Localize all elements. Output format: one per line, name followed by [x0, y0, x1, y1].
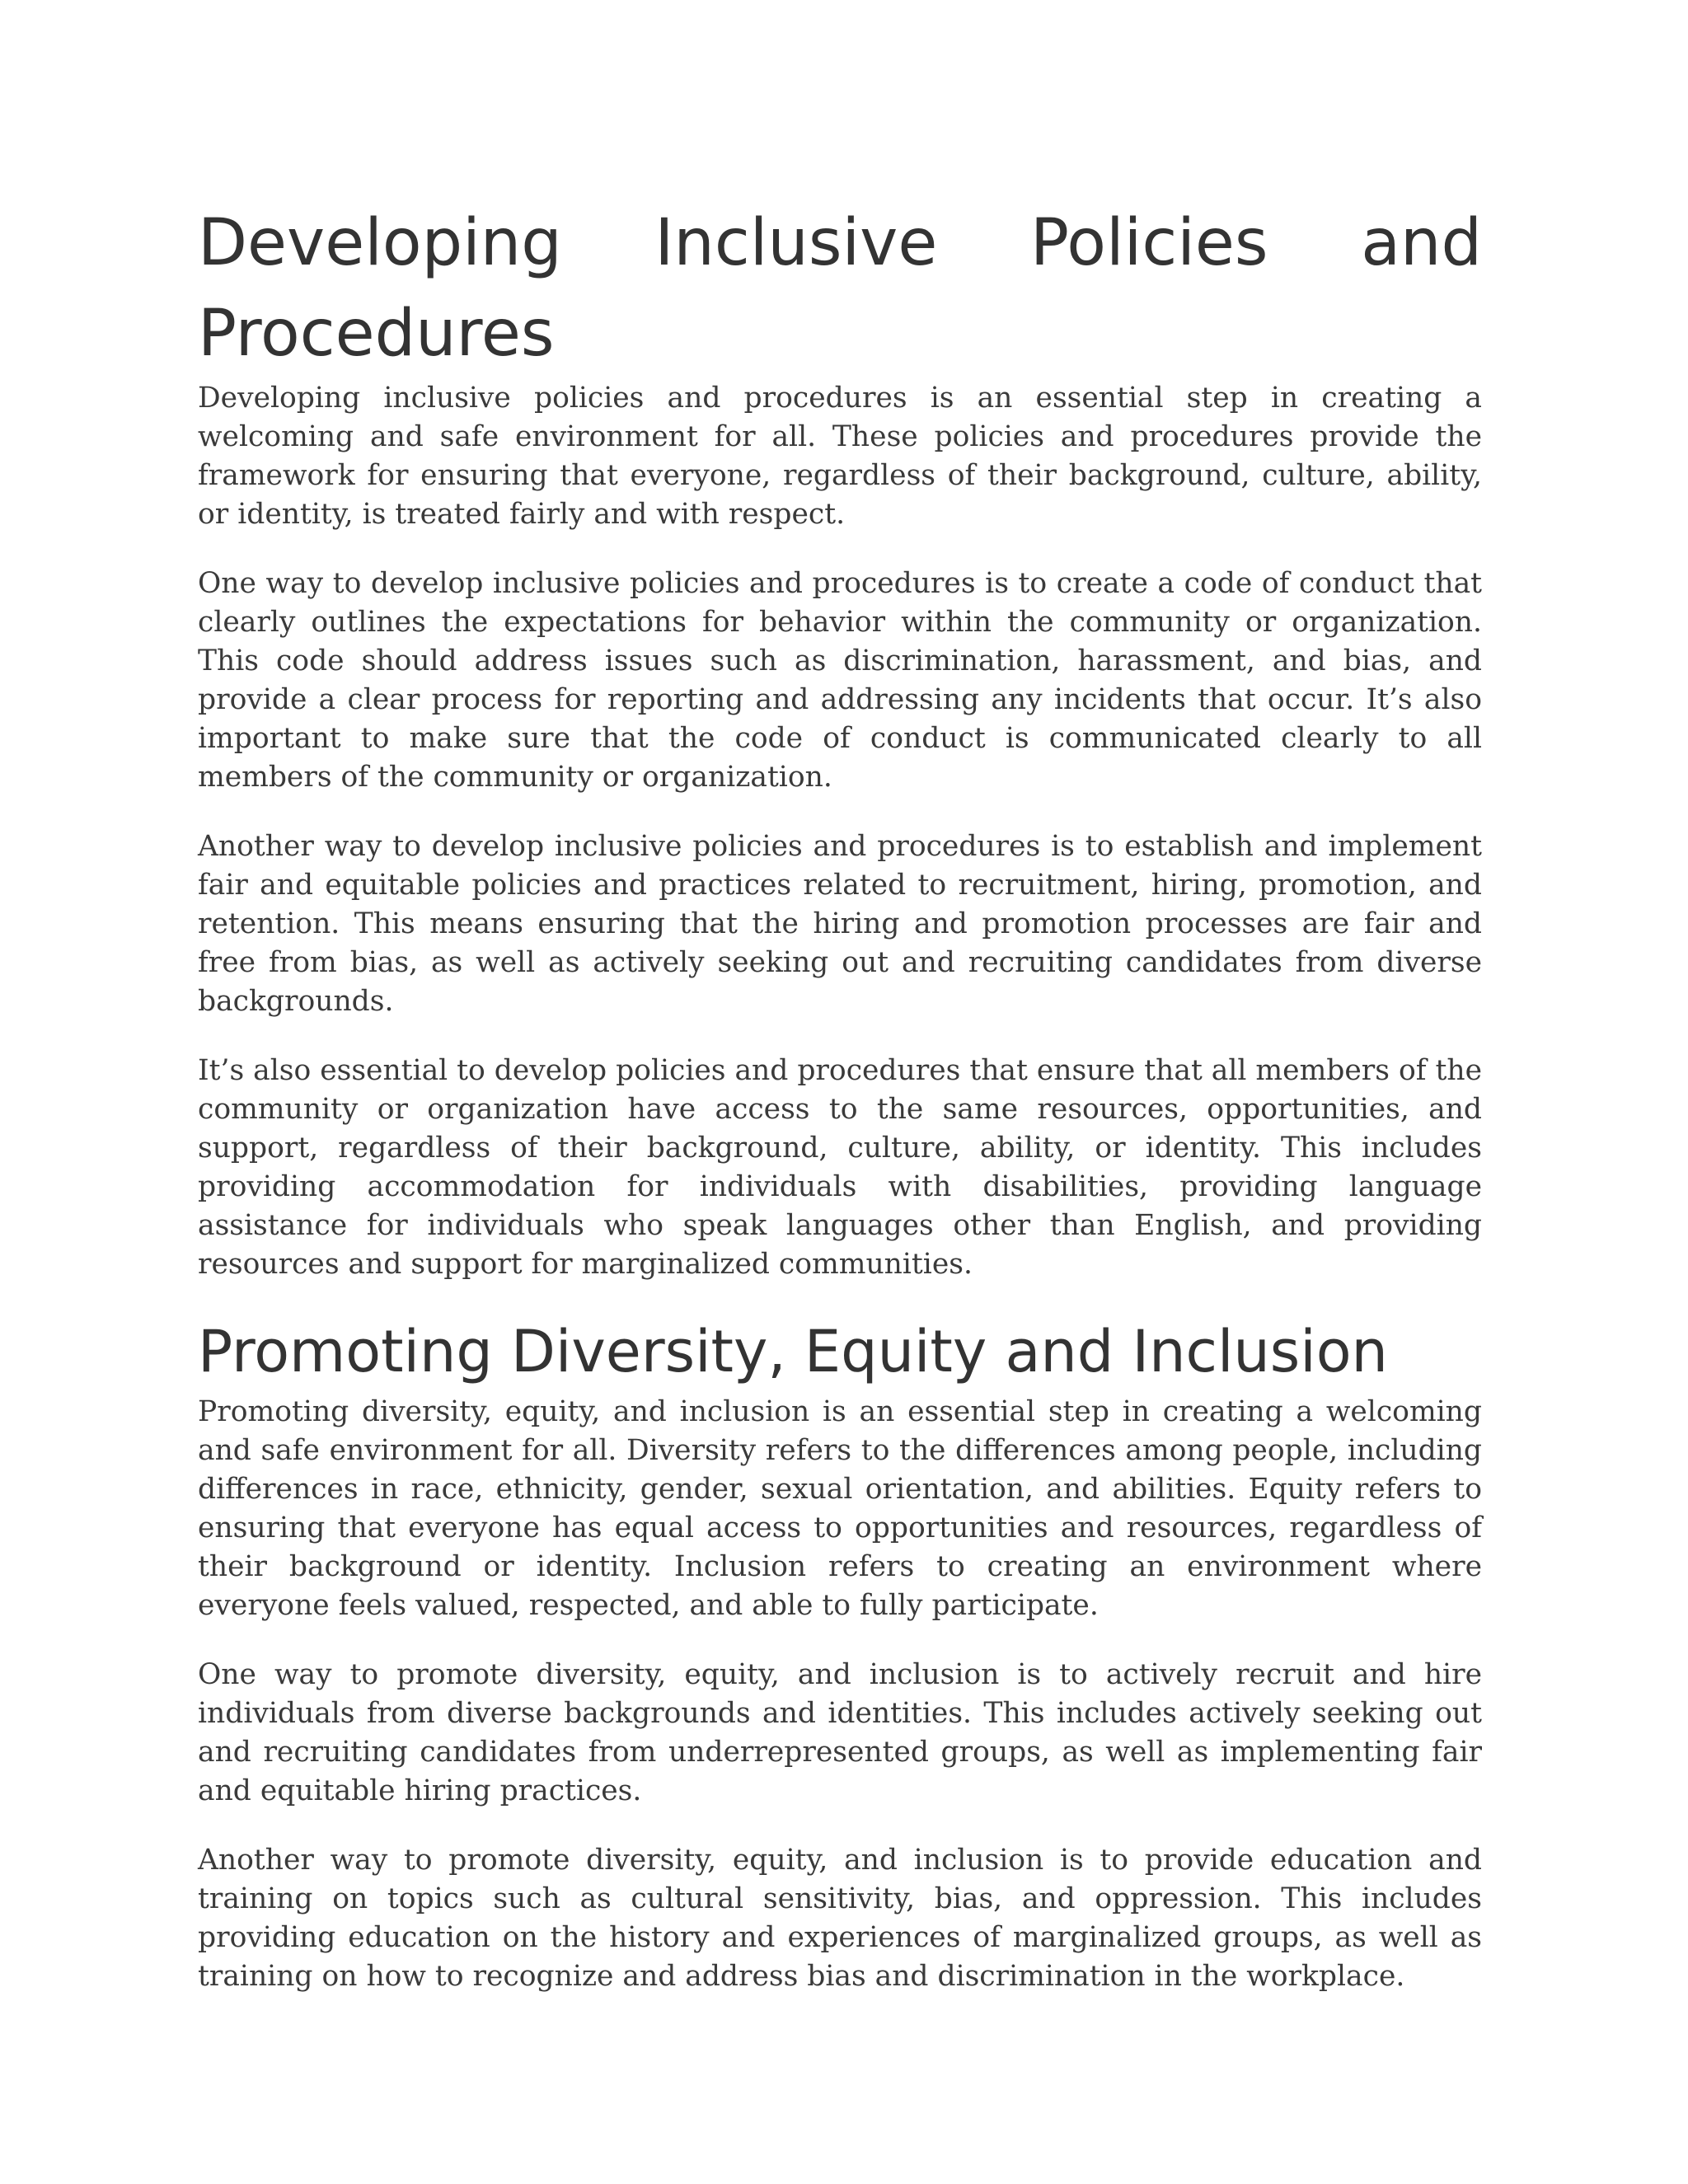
paragraph: Another way to promote diversity, equity, and inclusion is to provide education and training on topics such as cultural sensitivity, bias, and oppression. This includes providing education on the history and experiences of marginalized groups, as well as training on how to recognize and address bias and discrimination in the workplace.	[198, 1844, 1482, 1993]
section-heading: Promoting Diversity, Equity and Inclusion	[198, 1318, 1388, 1385]
section-heading: Developing Inclusive Policies and Procedures	[198, 206, 1482, 371]
document-page	[198, 198, 1482, 1996]
paragraph: One way to promote diversity, equity, and inclusion is to actively recruit and hire individuals from diverse backgrounds and identities. This includes actively seeking out and recruiting candidates from underrepresented groups, as well as implementing fair and equitable hiring practices.	[198, 1658, 1482, 1807]
paragraph: Developing inclusive policies and procedures is an essential step in creating a welcoming and safe environment for all. These policies and procedures provide the framework for ensuring that everyone, regardless of their background, culture, ability, or identity, is treated fairly and with respect.	[198, 382, 1482, 531]
paragraph: Promoting diversity, equity, and inclusion is an essential step in creating a welcoming and safe environment for all. Diversity refers to the differences among people, including differences in race, ethnicity, gender, sexual orientation, and abilities. Equity refers to ensuring that everyone has equal access to opportunities and resources, regardless of their background or identity. Inclusion refers to creating an environment where everyone feels valued, respected, and able to fully participate.	[198, 1395, 1482, 1622]
paragraph: Another way to develop inclusive policies and procedures is to establish and implement fair and equitable policies and practices related to recruitment, hiring, promotion, and retention. This means ensuring that the hiring and promotion processes are fair and free from bias, as well as actively seeking out and recruiting candidates from diverse backgrounds.	[198, 830, 1482, 1018]
paragraph: It’s also essential to develop policies and procedures that ensure that all members of the community or organization have access to the same resources, opportunities, and support, regardless of their background, culture, ability, or identity. This includes providing accommodation for individuals with disabilities, providing language assistance for individuals who speak languages other than English, and providing resources and support for marginalized communities.	[198, 1054, 1482, 1281]
section-inclusive-policies	[198, 198, 1482, 1284]
section-promoting-dei	[198, 1310, 1482, 1996]
paragraph: One way to develop inclusive policies and procedures is to create a code of conduct that clearly outlines the expectations for behavior within the community or organization. This code should address issues such as discrimination, harassment, and bias, and provide a clear process for reporting and addressing any incidents that occur. It’s also important to make sure that the code of conduct is communicated clearly to all members of the community or organization.	[198, 567, 1482, 794]
